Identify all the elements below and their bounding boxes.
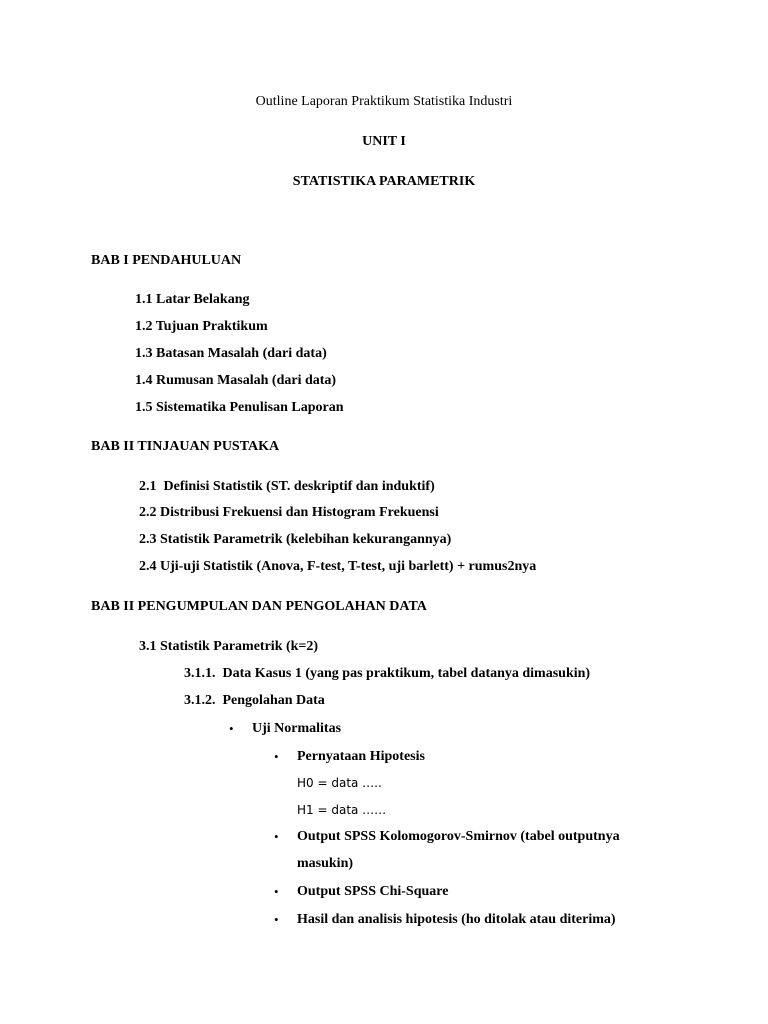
bab2-item: 2.4 Uji-uji Statistik (Anova, F-test, T-test, uji barlett) + rumus2nya [139, 559, 537, 574]
bab2-item: 2.3 Statistik Parametrik (kelebihan kekurangannya) [139, 532, 452, 547]
subsection-3-1-1: 3.1.1. Data Kasus 1 (yang pas praktikum, tabel datanya dimasukin) [184, 666, 591, 681]
subsection-3-1-2: 3.1.2. Pengolahan Data [184, 693, 325, 708]
bullet-icon: • [274, 829, 279, 844]
bab3-heading: BAB II PENGUMPULAN DAN PENGOLAHAN DATA [91, 599, 427, 614]
bullet-hasil-analisis: Hasil dan analisis hipotesis (ho ditolak atau diterima) [297, 912, 616, 927]
hypothesis-h0: H0 = data ….. [297, 776, 382, 790]
bullet-icon: • [229, 721, 234, 736]
bullet-output-ks-continued: masukin) [297, 856, 354, 871]
bab1-item: 1.2 Tujuan Praktikum [135, 319, 268, 334]
bullet-icon: • [274, 884, 279, 899]
hypothesis-h1: H1 = data …… [297, 803, 387, 817]
bab2-item: 2.2 Distribusi Frekuensi dan Histogram Frekuensi [139, 505, 439, 520]
bullet-output-chi-square: Output SPSS Chi-Square [297, 884, 449, 899]
unit-title: STATISTIKA PARAMETRIK [292, 174, 476, 189]
bullet-output-ks: Output SPSS Kolomogorov-Smirnov (tabel outputnya [297, 829, 620, 844]
unit-label: UNIT I [362, 134, 406, 149]
bab1-heading: BAB I PENDAHULUAN [91, 253, 242, 268]
bab1-item: 1.4 Rumusan Masalah (dari data) [135, 373, 337, 388]
bullet-pernyataan-hipotesis: Pernyataan Hipotesis [297, 749, 425, 764]
bab1-item: 1.3 Batasan Masalah (dari data) [135, 346, 327, 361]
bullet-uji-normalitas: Uji Normalitas [252, 721, 342, 736]
bullet-icon: • [274, 749, 279, 764]
document-title: Outline Laporan Praktikum Statistika Industri [255, 94, 513, 109]
section-3-1: 3.1 Statistik Parametrik (k=2) [139, 639, 319, 654]
bab2-heading: BAB II TINJAUAN PUSTAKA [91, 439, 280, 454]
bab2-item: 2.1 Definisi Statistik (ST. deskriptif dan induktif) [139, 479, 435, 494]
bab1-item: 1.1 Latar Belakang [135, 292, 250, 307]
bullet-icon: • [274, 912, 279, 927]
bab1-item: 1.5 Sistematika Penulisan Laporan [135, 400, 344, 415]
